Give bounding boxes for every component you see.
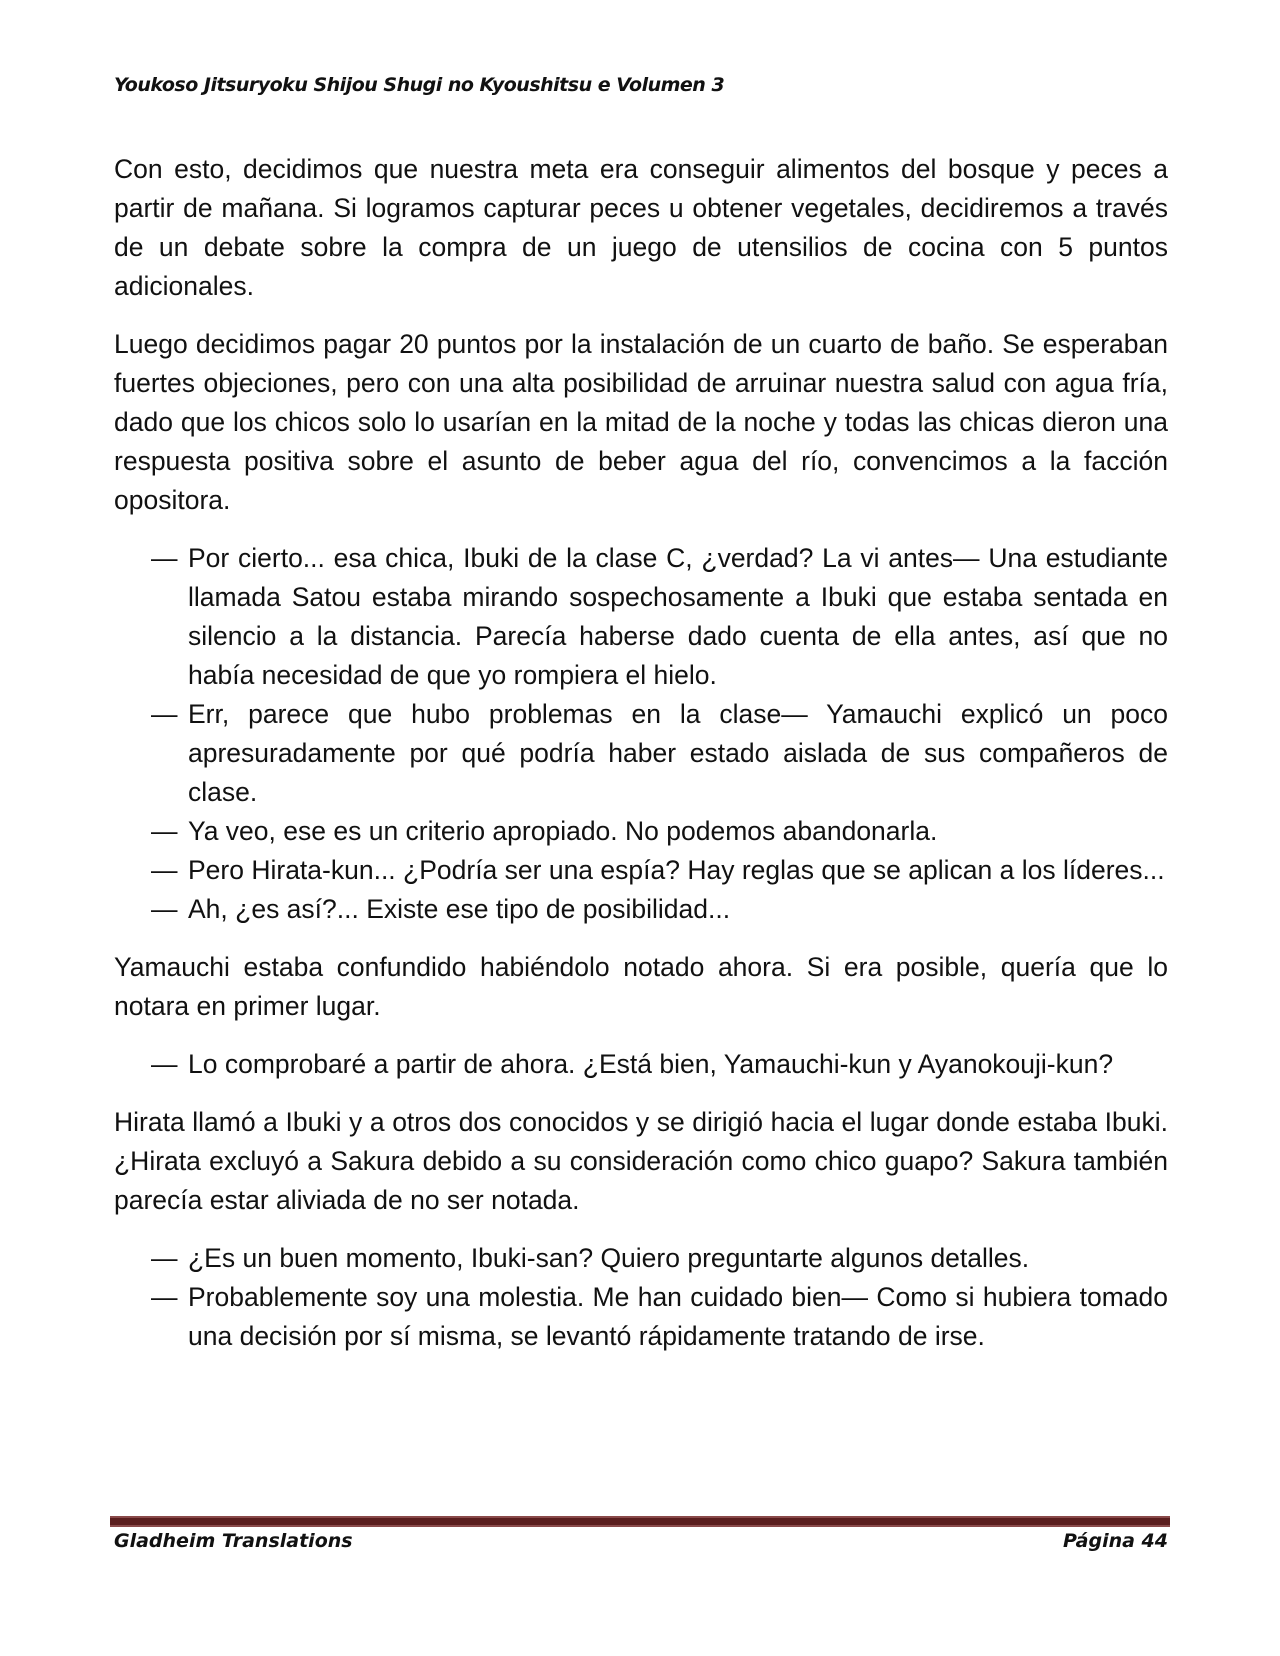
dialogue-text: Ah, ¿es así?... Existe ese tipo de posibilidad...	[188, 894, 731, 924]
dialogue-line	[114, 1045, 1168, 1084]
running-header: Youkoso Jitsuryoku Shijou Shugi no Kyoushitsu e Volumen 3	[114, 74, 725, 96]
paragraph: Hirata llamó a Ibuki y a otros dos conocidos y se dirigió hacia el lugar donde estaba Ibuki. ¿Hirata excluyó a Sakura debido a su consideración como chico guapo? Sakura también parecía estar aliviada de no ser notada.	[114, 1107, 1168, 1215]
dialogue-line	[114, 1239, 1168, 1278]
dialogue-dash: —	[151, 855, 178, 885]
dialogue-line	[114, 851, 1168, 890]
dialogue-line	[114, 695, 1168, 812]
dialogue-line	[114, 1278, 1168, 1356]
dialogue-dash: —	[151, 1049, 178, 1079]
dialogue-dash: —	[151, 816, 178, 846]
page-body	[114, 150, 1168, 1375]
dialogue-dash: —	[151, 1243, 178, 1273]
dialogue-text: ¿Es un buen momento, Ibuki-san? Quiero preguntarte algunos detalles.	[188, 1243, 1030, 1273]
dialogue-text: Lo comprobaré a partir de ahora. ¿Está bien, Yamauchi-kun y Ayanokouji-kun?	[188, 1049, 1114, 1079]
dialogue-line	[114, 890, 1168, 929]
paragraph: Yamauchi estaba confundido habiéndolo notado ahora. Si era posible, quería que lo notara en primer lugar.	[114, 952, 1168, 1021]
dialogue-dash: —	[151, 699, 178, 729]
dialogue-text: Pero Hirata-kun... ¿Podría ser una espía? Hay reglas que se aplican a los líderes...	[188, 855, 1165, 885]
dialogue-line	[114, 539, 1168, 695]
dialogue-dash: —	[151, 543, 178, 573]
dialogue-block	[114, 1239, 1168, 1356]
dialogue-dash: —	[151, 894, 178, 924]
dialogue-line	[114, 812, 1168, 851]
paragraph: Con esto, decidimos que nuestra meta era conseguir alimentos del bosque y peces a partir de mañana. Si logramos capturar peces u obtener vegetales, decidiremos a través de un debate sobre la compra de un juego de utensilios de cocina con 5 puntos adicionales.	[114, 154, 1168, 301]
dialogue-text: Por cierto... esa chica, Ibuki de la clase C, ¿verdad? La vi antes— Una estudiante llamada Satou estaba mirando sospechosamente a Ibuki que estaba sentada en silencio a la distancia. Parecía haberse dado cuenta de ella antes, así que no había necesidad de que yo rompiera el hielo.	[188, 543, 1168, 690]
footer-publisher: Gladheim Translations	[114, 1530, 353, 1552]
dialogue-text: Ya veo, ese es un criterio apropiado. No podemos abandonarla.	[188, 816, 938, 846]
dialogue-text: Err, parece que hubo problemas en la clase— Yamauchi explicó un poco apresuradamente por qué podría haber estado aislada de sus compañeros de clase.	[188, 699, 1168, 807]
dialogue-block	[114, 1045, 1168, 1084]
dialogue-dash: —	[151, 1282, 178, 1312]
page-number: Página 44	[1062, 1530, 1168, 1552]
paragraph: Luego decidimos pagar 20 puntos por la instalación de un cuarto de baño. Se esperaban fuertes objeciones, pero con una alta posibilidad de arruinar nuestra salud con agua fría, dado que los chicos solo lo usarían en la mitad de la noche y todas las chicas dieron una respuesta positiva sobre el asunto de beber agua del río, convencimos a la facción opositora.	[114, 329, 1168, 515]
dialogue-block	[114, 539, 1168, 929]
footer-rule	[110, 1516, 1170, 1527]
dialogue-text: Probablemente soy una molestia. Me han cuidado bien— Como si hubiera tomado una decisión por sí misma, se levantó rápidamente tratando de irse.	[188, 1282, 1168, 1351]
